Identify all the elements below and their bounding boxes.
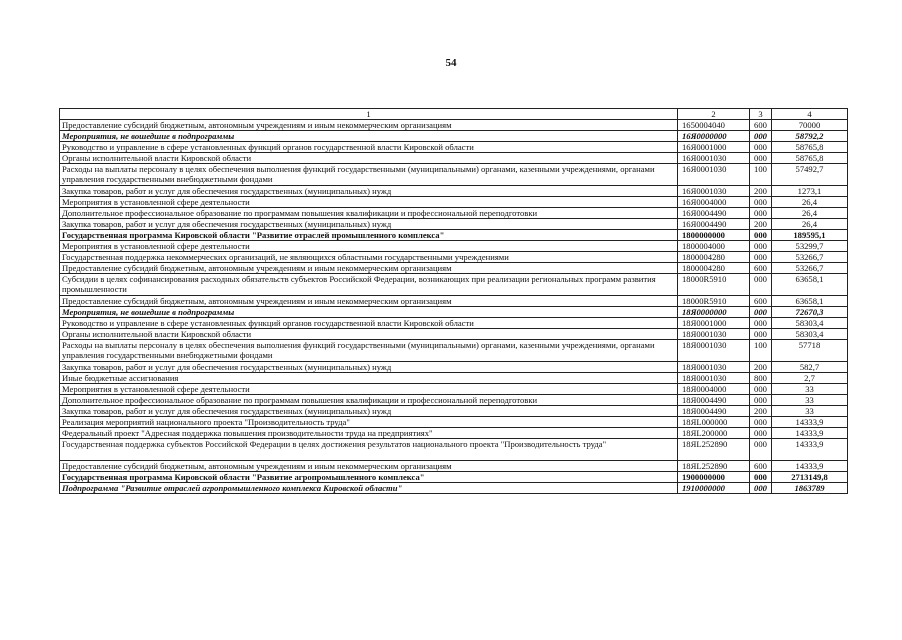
cell-expense-type: 200 — [750, 406, 772, 417]
cell-name: Закупка товаров, работ и услуг для обеспечения государственных (муниципальных) нужд — [60, 219, 678, 230]
cell-name: Федеральный проект "Адресная поддержка повышения производительности труда на предприятиях" — [60, 428, 678, 439]
table-row — [60, 197, 848, 208]
table-row — [60, 395, 848, 406]
cell-amount: 63658,1 — [772, 296, 848, 307]
cell-code: 18Я0000000 — [678, 307, 750, 318]
table-row — [60, 472, 848, 483]
cell-amount: 14333,9 — [772, 428, 848, 439]
table-row — [60, 340, 848, 362]
cell-code: 18000R5910 — [678, 296, 750, 307]
cell-code: 1800004000 — [678, 241, 750, 252]
table-row — [60, 120, 848, 131]
cell-amount: 189595,1 — [772, 230, 848, 241]
cell-code: 18ЯL252890 — [678, 439, 750, 461]
cell-name: Мероприятия в установленной сфере деятельности — [60, 241, 678, 252]
cell-expense-type: 000 — [750, 318, 772, 329]
cell-name: Предоставление субсидий бюджетным, автономным учреждениям и иным некоммерческим организациям — [60, 263, 678, 274]
table-row — [60, 406, 848, 417]
table-row — [60, 142, 848, 153]
table-row — [60, 164, 848, 186]
table-row — [60, 373, 848, 384]
cell-expense-type: 000 — [750, 307, 772, 318]
table-row — [60, 186, 848, 197]
cell-name: Государственная программа Кировской области "Развитие агропромышленного комплекса" — [60, 472, 678, 483]
cell-code: 18ЯL252890 — [678, 461, 750, 472]
cell-expense-type: 000 — [750, 384, 772, 395]
cell-expense-type: 200 — [750, 362, 772, 373]
cell-code: 1910000000 — [678, 483, 750, 494]
cell-code: 1650004040 — [678, 120, 750, 131]
cell-code: 16Я0000000 — [678, 131, 750, 142]
cell-amount: 26,4 — [772, 208, 848, 219]
table-row — [60, 329, 848, 340]
cell-amount: 58765,8 — [772, 142, 848, 153]
cell-code: 1800004280 — [678, 252, 750, 263]
cell-name: Субсидии в целях софинансирования расходных обязательств субъектов Российской Федерации, возникающих при реализации региональных программ развития промышленности — [60, 274, 678, 296]
cell-name: Мероприятия, не вошедшие в подпрограммы — [60, 307, 678, 318]
cell-amount: 53299,7 — [772, 241, 848, 252]
header-col-code: 2 — [678, 109, 750, 120]
cell-expense-type: 000 — [750, 131, 772, 142]
cell-amount: 57492,7 — [772, 164, 848, 186]
cell-name: Закупка товаров, работ и услуг для обеспечения государственных (муниципальных) нужд — [60, 406, 678, 417]
table-row — [60, 219, 848, 230]
cell-amount: 33 — [772, 406, 848, 417]
cell-amount: 14333,9 — [772, 417, 848, 428]
cell-expense-type: 000 — [750, 142, 772, 153]
cell-expense-type: 000 — [750, 208, 772, 219]
cell-expense-type: 600 — [750, 120, 772, 131]
cell-code: 18Я0001030 — [678, 373, 750, 384]
cell-code: 18000R5910 — [678, 274, 750, 296]
cell-code: 16Я0004490 — [678, 208, 750, 219]
cell-name: Дополнительное профессиональное образование по программам повышения квалификации и профессиональной переподготовки — [60, 208, 678, 219]
cell-code: 16Я0001030 — [678, 164, 750, 186]
cell-name: Дополнительное профессиональное образование по программам повышения квалификации и профессиональной переподготовки — [60, 395, 678, 406]
cell-expense-type: 000 — [750, 395, 772, 406]
cell-amount: 33 — [772, 384, 848, 395]
cell-name: Иные бюджетные ассигнования — [60, 373, 678, 384]
table-row — [60, 230, 848, 241]
cell-expense-type: 000 — [750, 472, 772, 483]
cell-name: Предоставление субсидий бюджетным, автономным учреждениям и иным некоммерческим организациям — [60, 120, 678, 131]
cell-code: 16Я0001000 — [678, 142, 750, 153]
header-col-type: 3 — [750, 109, 772, 120]
cell-name: Органы исполнительной власти Кировской области — [60, 153, 678, 164]
cell-name: Органы исполнительной власти Кировской области — [60, 329, 678, 340]
cell-code: 18Я0004490 — [678, 395, 750, 406]
cell-code: 16Я0004000 — [678, 197, 750, 208]
cell-amount: 72670,3 — [772, 307, 848, 318]
cell-code: 18Я0001030 — [678, 362, 750, 373]
header-col-amount: 4 — [772, 109, 848, 120]
cell-expense-type: 000 — [750, 153, 772, 164]
cell-code: 16Я0004490 — [678, 219, 750, 230]
table-row — [60, 307, 848, 318]
cell-name: Предоставление субсидий бюджетным, автономным учреждениям и иным некоммерческим организациям — [60, 461, 678, 472]
cell-name: Расходы на выплаты персоналу в целях обеспечения выполнения функций государственными (муниципальными) органами, казенными учреждениями, органами управления государственными внебюджетными фондами — [60, 164, 678, 186]
cell-expense-type: 000 — [750, 197, 772, 208]
cell-amount: 58792,2 — [772, 131, 848, 142]
table-row — [60, 153, 848, 164]
cell-code: 18ЯL000000 — [678, 417, 750, 428]
cell-amount: 2,7 — [772, 373, 848, 384]
cell-name: Государственная поддержка субъектов Российской Федерации в целях достижения результатов национального проекта "Производительность труда" — [60, 439, 678, 461]
table-row — [60, 131, 848, 142]
cell-amount: 53266,7 — [772, 263, 848, 274]
table-header-row — [60, 109, 848, 120]
cell-amount: 58303,4 — [772, 329, 848, 340]
cell-amount: 582,7 — [772, 362, 848, 373]
cell-expense-type: 200 — [750, 186, 772, 197]
cell-expense-type: 000 — [750, 252, 772, 263]
cell-expense-type: 100 — [750, 164, 772, 186]
cell-name: Государственная программа Кировской области "Развитие отраслей промышленного комплекса" — [60, 230, 678, 241]
cell-expense-type: 000 — [750, 428, 772, 439]
table-row — [60, 483, 848, 494]
cell-name: Расходы на выплаты персоналу в целях обеспечения выполнения функций государственными (муниципальными) органами, казенными учреждениями, органами управления государственными внебюджетными фондами — [60, 340, 678, 362]
cell-name: Руководство и управление в сфере установленных функций органов государственной власти Кировской области — [60, 318, 678, 329]
table-row — [60, 384, 848, 395]
table-row — [60, 428, 848, 439]
header-col-name: 1 — [60, 109, 678, 120]
cell-expense-type: 100 — [750, 340, 772, 362]
cell-name: Руководство и управление в сфере установленных функций органов государственной власти Кировской области — [60, 142, 678, 153]
table-row — [60, 362, 848, 373]
cell-name: Мероприятия в установленной сфере деятельности — [60, 197, 678, 208]
cell-expense-type: 000 — [750, 230, 772, 241]
cell-code: 18ЯL200000 — [678, 428, 750, 439]
cell-expense-type: 000 — [750, 439, 772, 461]
cell-amount: 33 — [772, 395, 848, 406]
cell-code: 16Я0001030 — [678, 153, 750, 164]
cell-amount: 58303,4 — [772, 318, 848, 329]
cell-expense-type: 600 — [750, 461, 772, 472]
cell-amount: 63658,1 — [772, 274, 848, 296]
table-row — [60, 241, 848, 252]
cell-name: Государственная поддержка некоммерческих организаций, не являющихся областными государственными учреждениями — [60, 252, 678, 263]
cell-expense-type: 000 — [750, 483, 772, 494]
table-row — [60, 263, 848, 274]
table-row — [60, 274, 848, 296]
table-body — [60, 109, 848, 494]
cell-amount: 1273,1 — [772, 186, 848, 197]
cell-amount: 14333,9 — [772, 461, 848, 472]
cell-amount: 53266,7 — [772, 252, 848, 263]
cell-expense-type: 000 — [750, 241, 772, 252]
cell-expense-type: 600 — [750, 263, 772, 274]
cell-name: Закупка товаров, работ и услуг для обеспечения государственных (муниципальных) нужд — [60, 362, 678, 373]
cell-expense-type: 000 — [750, 329, 772, 340]
cell-code: 1900000000 — [678, 472, 750, 483]
cell-code: 1800004280 — [678, 263, 750, 274]
cell-code: 18Я0001000 — [678, 318, 750, 329]
cell-expense-type: 000 — [750, 274, 772, 296]
cell-name: Мероприятия, не вошедшие в подпрограммы — [60, 131, 678, 142]
cell-name: Подпрограмма "Развитие отраслей агропромышленного комплекса Кировской области" — [60, 483, 678, 494]
budget-table — [59, 108, 848, 494]
cell-name: Мероприятия в установленной сфере деятельности — [60, 384, 678, 395]
cell-amount: 26,4 — [772, 197, 848, 208]
cell-amount: 26,4 — [772, 219, 848, 230]
table-row — [60, 318, 848, 329]
cell-code: 18Я0001030 — [678, 329, 750, 340]
table-row — [60, 461, 848, 472]
cell-code: 18Я0004490 — [678, 406, 750, 417]
cell-name: Предоставление субсидий бюджетным, автономным учреждениям и иным некоммерческим организациям — [60, 296, 678, 307]
table-row — [60, 417, 848, 428]
cell-code: 16Я0001030 — [678, 186, 750, 197]
cell-amount: 70000 — [772, 120, 848, 131]
cell-expense-type: 800 — [750, 373, 772, 384]
cell-code: 18Я0004000 — [678, 384, 750, 395]
cell-amount: 1863789 — [772, 483, 848, 494]
cell-expense-type: 600 — [750, 296, 772, 307]
table-row — [60, 252, 848, 263]
cell-code: 18Я0001030 — [678, 340, 750, 362]
cell-expense-type: 000 — [750, 417, 772, 428]
cell-name: Закупка товаров, работ и услуг для обеспечения государственных (муниципальных) нужд — [60, 186, 678, 197]
cell-code: 1800000000 — [678, 230, 750, 241]
cell-amount: 14333,9 — [772, 439, 848, 461]
table-row — [60, 439, 848, 461]
table-row — [60, 208, 848, 219]
cell-amount: 57718 — [772, 340, 848, 362]
table-row — [60, 296, 848, 307]
cell-expense-type: 200 — [750, 219, 772, 230]
cell-amount: 2713149,8 — [772, 472, 848, 483]
cell-amount: 58765,8 — [772, 153, 848, 164]
cell-name: Реализация мероприятий национального проекта "Производительность труда" — [60, 417, 678, 428]
page-number: 54 — [445, 57, 457, 69]
